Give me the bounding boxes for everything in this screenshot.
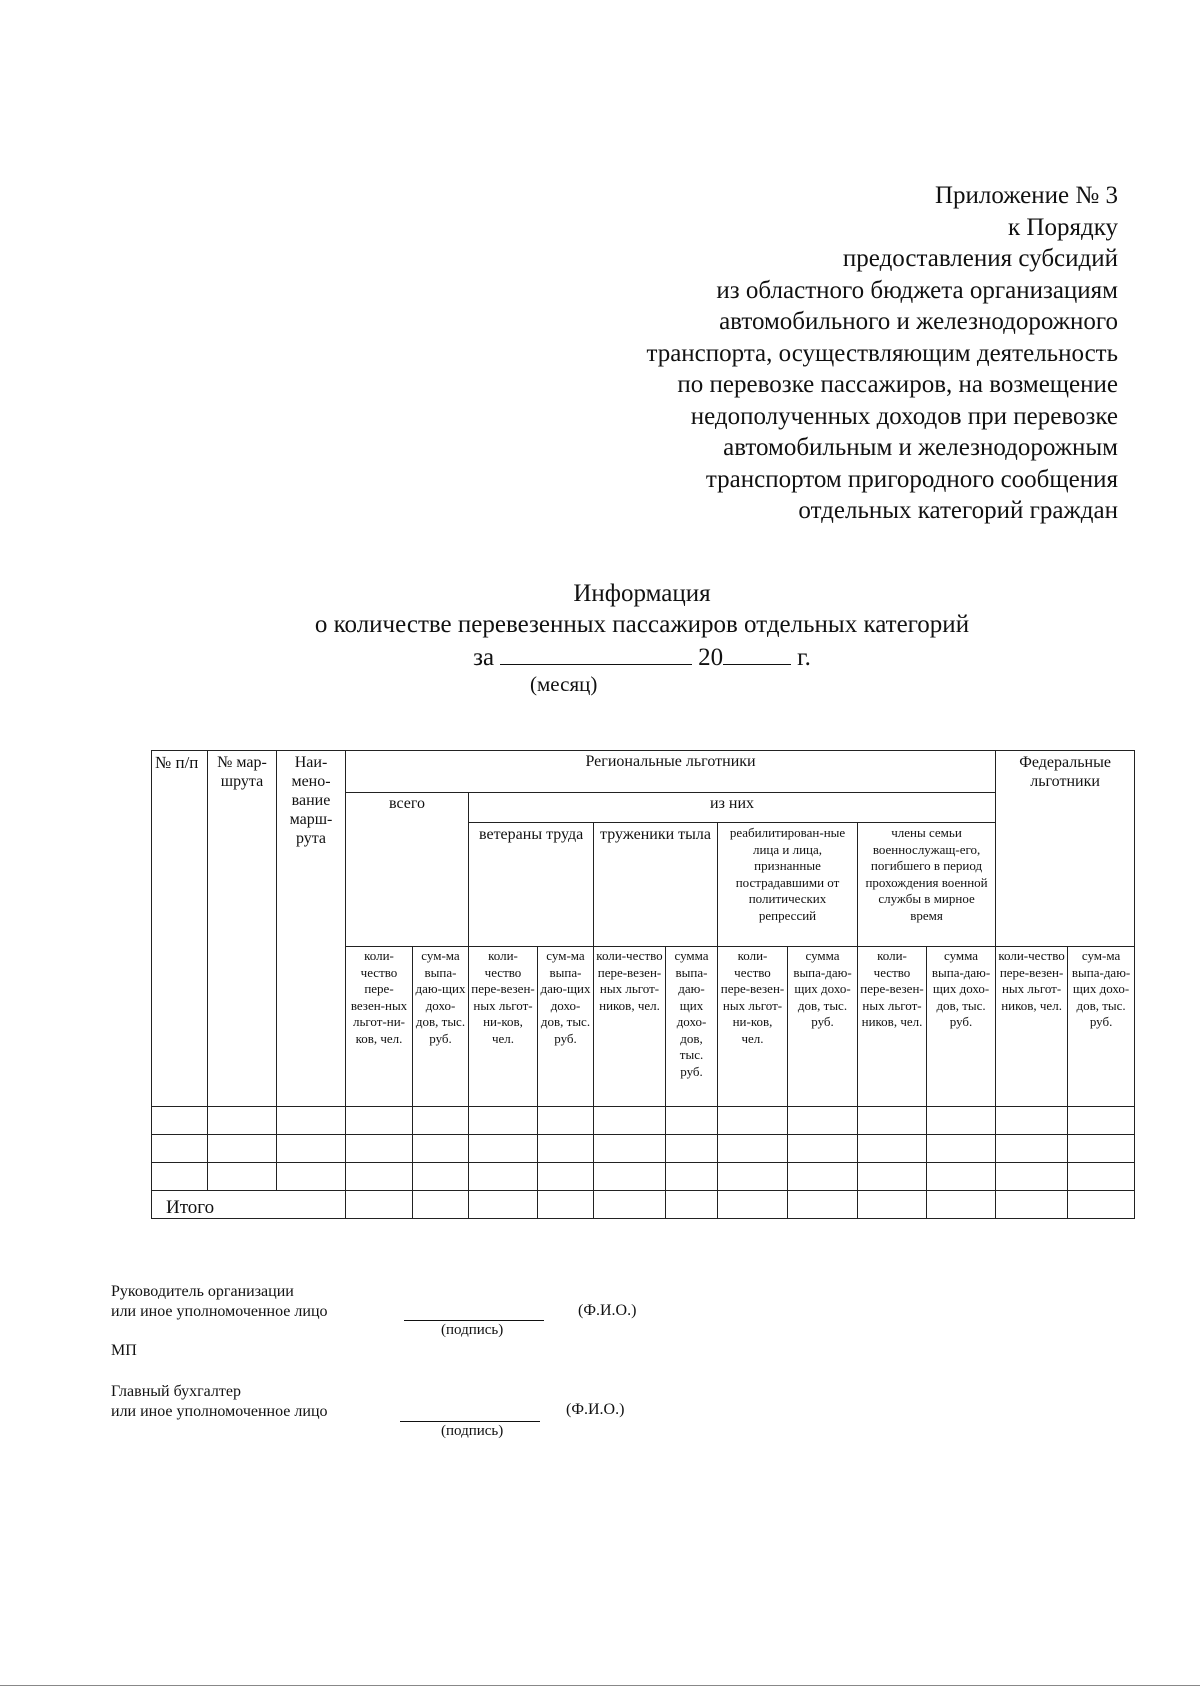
- passenger-table: [151, 750, 1135, 1219]
- table-cell[interactable]: [1068, 1107, 1135, 1135]
- appendix-line: к Порядку: [1008, 213, 1118, 241]
- head-fio: (Ф.И.О.): [578, 1302, 637, 1319]
- title-heading: Информация: [573, 580, 711, 607]
- header-col-route-num: № мар-шрута: [208, 751, 277, 1107]
- appendix-line: предоставления субсидий: [842, 245, 1118, 272]
- table-cell[interactable]: [927, 1107, 996, 1135]
- table-row: [152, 1163, 1135, 1191]
- title-subheading: о количестве перевезенных пассажиров отдельных категорий: [314, 611, 970, 638]
- head-signatory: [111, 1282, 328, 1322]
- table-cell[interactable]: [469, 1163, 538, 1191]
- table-cell[interactable]: [927, 1163, 996, 1191]
- header-federal: Федеральные льготники: [996, 751, 1135, 947]
- table-cell[interactable]: [858, 1107, 927, 1135]
- month-blank[interactable]: [500, 640, 692, 665]
- header-regional: Региональные льготники: [346, 751, 996, 793]
- table-cell[interactable]: [538, 1135, 594, 1163]
- accountant-line-1: Главный бухгалтер: [111, 1383, 241, 1400]
- total-row: [152, 1191, 1135, 1219]
- accountant-signature-caption: (подпись): [441, 1423, 504, 1439]
- head-line-2: или иное уполномоченное лицо: [111, 1303, 328, 1320]
- subcol-header: коли-чество пере-везен-ных льгот-ников, чел.: [858, 947, 927, 1107]
- table-cell[interactable]: [788, 1107, 858, 1135]
- appendix-line: Приложение № 3: [934, 182, 1118, 209]
- header-group-veterans: ветераны труда: [469, 823, 594, 947]
- appendix-line: транспорта, осуществляющим деятельность: [646, 339, 1118, 367]
- header-group-rehabilitated: реабилитирован-ные лица и лица, признанные пострадавшими от политических репрессий: [718, 823, 858, 947]
- header-total-group: всего: [346, 793, 469, 947]
- appendix-line: из областного бюджета организациям: [716, 276, 1118, 304]
- table-cell[interactable]: [152, 1135, 208, 1163]
- stamp-mark: МП: [111, 1342, 137, 1359]
- document-title: [0, 578, 1200, 673]
- table-cell[interactable]: [594, 1191, 666, 1219]
- period-prefix: за: [473, 644, 495, 671]
- header-col-route-name: Наи-мено-вание марш-рута: [277, 751, 346, 1107]
- table-cell[interactable]: [208, 1107, 277, 1135]
- header-group-home-front: труженики тыла: [594, 823, 718, 947]
- table-cell[interactable]: [996, 1163, 1068, 1191]
- table-cell[interactable]: [413, 1163, 469, 1191]
- table-cell[interactable]: [718, 1135, 788, 1163]
- subcol-header: сум-ма выпа-даю-щих дохо-дов, тыс. руб.: [413, 947, 469, 1107]
- table-cell[interactable]: [996, 1191, 1068, 1219]
- subcol-header: сумма выпа-даю-щих дохо-дов, тыс. руб.: [788, 947, 858, 1107]
- header-col-num: № п/п: [152, 751, 208, 1107]
- head-signature-line[interactable]: [404, 1319, 544, 1321]
- table-cell[interactable]: [594, 1107, 666, 1135]
- appendix-line: транспортом пригородного сообщения: [705, 465, 1118, 493]
- appendix-line: недополученных доходов при перевозке: [690, 402, 1118, 430]
- table-cell[interactable]: [788, 1191, 858, 1219]
- accountant-signatory: [111, 1382, 328, 1422]
- table-cell[interactable]: [858, 1135, 927, 1163]
- table-cell[interactable]: [538, 1191, 594, 1219]
- subcol-header: сум-ма выпа-даю-щих дохо-дов, тыс. руб.: [538, 947, 594, 1107]
- table-cell[interactable]: [1068, 1135, 1135, 1163]
- subcol-header: сумма выпа-даю-щих дохо-дов, тыс. руб.: [666, 947, 718, 1107]
- table-cell[interactable]: [718, 1163, 788, 1191]
- header-of-them: из них: [469, 793, 996, 823]
- table-cell[interactable]: [718, 1191, 788, 1219]
- appendix-line: автомобильным и железнодорожным: [723, 434, 1118, 461]
- table-cell[interactable]: [346, 1163, 413, 1191]
- table-cell[interactable]: [413, 1191, 469, 1219]
- table-cell[interactable]: [538, 1163, 594, 1191]
- subcol-header: коли-чество пере-везен-ных льгот-ни-ков, чел.: [346, 947, 413, 1107]
- appendix-line: по перевозке пассажиров, на возмещение: [677, 371, 1118, 398]
- table-cell[interactable]: [594, 1163, 666, 1191]
- table-cell[interactable]: [277, 1107, 346, 1135]
- table-cell[interactable]: [666, 1135, 718, 1163]
- period-line: [0, 640, 1200, 673]
- subcol-header: сумма выпа-даю-щих дохо-дов, тыс. руб.: [927, 947, 996, 1107]
- table-cell[interactable]: [666, 1191, 718, 1219]
- year-blank[interactable]: [723, 640, 791, 665]
- table-cell[interactable]: [666, 1163, 718, 1191]
- page-bottom-rule: [0, 1685, 1200, 1686]
- year-suffix: г.: [797, 644, 811, 671]
- total-row-label: Итого: [152, 1191, 346, 1219]
- table-cell[interactable]: [413, 1135, 469, 1163]
- table-cell[interactable]: [996, 1107, 1068, 1135]
- accountant-signature-line[interactable]: [400, 1420, 540, 1422]
- table-cell[interactable]: [666, 1107, 718, 1135]
- table-cell[interactable]: [469, 1135, 538, 1163]
- table-cell[interactable]: [346, 1135, 413, 1163]
- accountant-line-2: или иное уполномоченное лицо: [111, 1403, 328, 1420]
- accountant-fio: (Ф.И.О.): [566, 1401, 625, 1418]
- table-cell[interactable]: [1068, 1191, 1135, 1219]
- appendix-line: отдельных категорий граждан: [798, 497, 1118, 524]
- table-cell[interactable]: [277, 1163, 346, 1191]
- table-cell[interactable]: [927, 1135, 996, 1163]
- table-cell[interactable]: [858, 1163, 927, 1191]
- table-cell[interactable]: [788, 1135, 858, 1163]
- table-cell[interactable]: [927, 1191, 996, 1219]
- table-cell[interactable]: [413, 1107, 469, 1135]
- subcol-header: коли-чество пере-везен-ных льгот-ни-ков, чел.: [469, 947, 538, 1107]
- table-cell[interactable]: [346, 1191, 413, 1219]
- subcol-header: коли-чество пере-везен-ных льгот-ников, чел.: [996, 947, 1068, 1107]
- table-cell[interactable]: [469, 1107, 538, 1135]
- table-cell[interactable]: [346, 1107, 413, 1135]
- subcol-header: коли-чество пере-везен-ных льгот-ников, чел.: [594, 947, 666, 1107]
- appendix-line: автомобильного и железнодорожного: [719, 308, 1118, 335]
- month-caption: (месяц): [530, 672, 598, 696]
- table-cell[interactable]: [469, 1191, 538, 1219]
- table-cell[interactable]: [208, 1135, 277, 1163]
- table-row: [152, 1107, 1135, 1135]
- head-signature-caption: (подпись): [441, 1322, 504, 1338]
- table-cell[interactable]: [538, 1107, 594, 1135]
- appendix-header: [646, 180, 1118, 527]
- table-cell[interactable]: [208, 1163, 277, 1191]
- table-cell[interactable]: [718, 1107, 788, 1135]
- table-cell[interactable]: [277, 1135, 346, 1163]
- table-cell[interactable]: [594, 1135, 666, 1163]
- subcol-header: сум-ма выпа-даю-щих дохо-дов, тыс. руб.: [1068, 947, 1135, 1107]
- table-row: [152, 1135, 1135, 1163]
- year-prefix: 20: [698, 644, 724, 671]
- table-cell[interactable]: [152, 1163, 208, 1191]
- table-cell[interactable]: [1068, 1163, 1135, 1191]
- head-line-1: Руководитель организации: [111, 1283, 294, 1300]
- subcol-header: коли-чество пере-везен-ных льгот-ни-ков, чел.: [718, 947, 788, 1107]
- table-cell[interactable]: [858, 1191, 927, 1219]
- table-cell[interactable]: [996, 1135, 1068, 1163]
- header-group-military-families: члены семьи военнослужащ-его, погибшего в период прохождения военной службы в мирное время: [858, 823, 996, 947]
- table-cell[interactable]: [788, 1163, 858, 1191]
- table-cell[interactable]: [152, 1107, 208, 1135]
